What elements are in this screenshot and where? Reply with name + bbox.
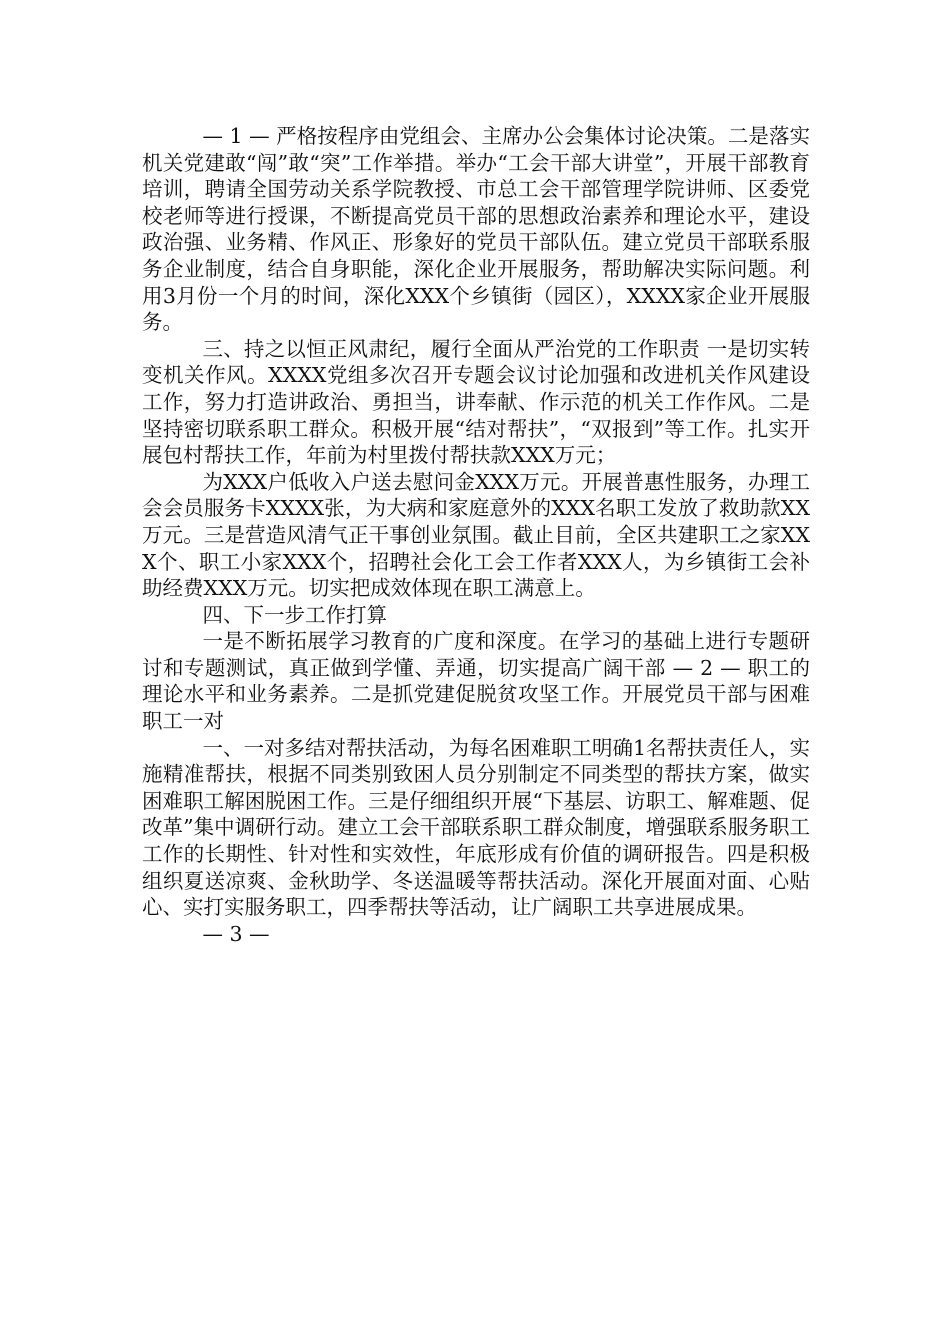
paragraph-1: — 1 — 严格按程序由党组会、主席办公会集体讨论决策。二是落实机关党建敢“闯”敢“突”工作举措。举办“工会干部大讲堂”，开展干部教育培训，聘请全国劳动关系学院教授、市总工会干部管理学院讲师、区委党校老师等进行授课，不断提高党员干部的思想政治素养和理论水平，建设政治强、业务精、作风正、形象好的党员干部队伍。建立党员干部联系服务企业制度，结合自身职能，深化企业开展服务，帮助解决实际问题。利用3月份一个月的时间，深化XXX个乡镇街（园区），XXXX家企业开展服务。 <box>142 124 810 335</box>
paragraph-5: 一是不断拓展学习教育的广度和深度。在学习的基础上进行专题研讨和专题测试，真正做到学懂、弄通，切实提高广阔干部 — 2 — 职工的理论水平和业务素养。二是抓党建促脱贫攻坚工作。开展党员干部与困难职工一对 <box>142 629 810 734</box>
page-number-3: — 3 — <box>202 921 270 946</box>
section-heading-next-steps: 四、下一步工作打算 <box>202 602 387 627</box>
document-body <box>142 123 810 947</box>
paragraph-2: 三、持之以恒正风肃纪，履行全面从严治党的工作职责 一是切实转变机关作风。XXXX党组多次召开专题会议讨论加强和改进机关作风建设工作，努力打造讲政治、勇担当，讲奉献、作示范的机关工作作风。二是坚持密切联系职工群众。积极开展“结对帮扶”，“双报到”等工作。扎实开展包村帮扶工作，年前为村里拨付帮扶款XXX万元； <box>142 336 810 468</box>
paragraph-6: 一、一对多结对帮扶活动，为每名困难职工明确1名帮扶责任人，实施精准帮扶，根据不同类别致困人员分别制定不同类型的帮扶方案，做实困难职工解困脱困工作。三是仔细组织开展“下基层、访职工、解难题、促改革”集中调研行动。建立工会干部联系职工群众制度，增强联系服务职工工作的长期性、针对性和实效性，年底形成有价值的调研报告。四是积极组织夏送凉爽、金秋助学、冬送温暖等帮扶活动。深化开展面对面、心贴心、实打实服务职工，四季帮扶等活动，让广阔职工共享进展成果。 <box>142 735 811 920</box>
paragraph-3: 为XXX户低收入户送去慰问金XXX万元。开展普惠性服务，办理工会会员服务卡XXXX张，为大病和家庭意外的XXX名职工发放了救助款XX万元。三是营造风清气正干事创业氛围。截止目前，全区共建职工之家XXX个、职工小家XXX个，招聘社会化工会工作者XXX人，为乡镇街工会补助经费XXX万元。切实把成效体现在职工满意上。 <box>142 469 810 601</box>
